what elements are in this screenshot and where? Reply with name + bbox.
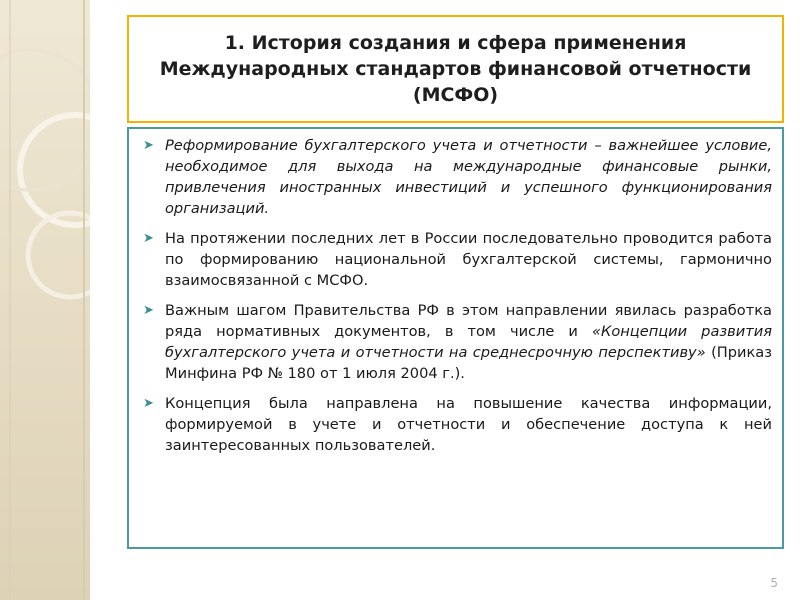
arrow-bullet-icon: ➤ xyxy=(143,231,154,246)
decorative-side-band xyxy=(0,0,90,600)
point-text: Концепция была направлена на повышение качества информации, формируемой в учете и отчетности и обеспечение доступа к ней заинтересованных пользователей. xyxy=(165,395,772,454)
slide-title-box xyxy=(127,15,784,123)
point-text-start: Важным шагом Правительства РФ в этом направлении явилась разработка ряда нормативных документов, в том числе и xyxy=(165,302,772,340)
page-number: 5 xyxy=(770,576,778,590)
arrow-bullet-icon: ➤ xyxy=(143,396,154,411)
slide-content-box xyxy=(127,127,784,549)
list-item xyxy=(143,228,772,291)
arrow-bullet-icon: ➤ xyxy=(143,303,154,318)
decorative-circles-icon xyxy=(0,0,90,600)
point-text-end: (Приказ Минфина РФ № 180 от 1 июля 2004 г.). xyxy=(165,344,772,382)
point-text: Реформирование бухгалтерского учета и отчетности – важнейшее условие, необходимое для выхода на международные финансовые рынки, привлечения иностранных инвестиций и успешного функционирования организаций. xyxy=(165,137,772,217)
bullet-list xyxy=(143,135,772,456)
slide-title: 1. История создания и сфера применения Международных стандартов финансовой отчетности (МСФО) xyxy=(159,32,752,106)
list-item xyxy=(143,135,772,219)
arrow-bullet-icon: ➤ xyxy=(143,138,154,153)
list-item xyxy=(143,300,772,384)
list-item xyxy=(143,393,772,456)
point-text: На протяжении последних лет в России последовательно проводится работа по формированию национальной бухгалтерской системы, гармонично взаимосвязанной с МСФО. xyxy=(165,230,772,289)
point-text-italic: «Концепции развития бухгалтерского учета и отчетности на среднесрочную перспективу» xyxy=(165,323,773,361)
